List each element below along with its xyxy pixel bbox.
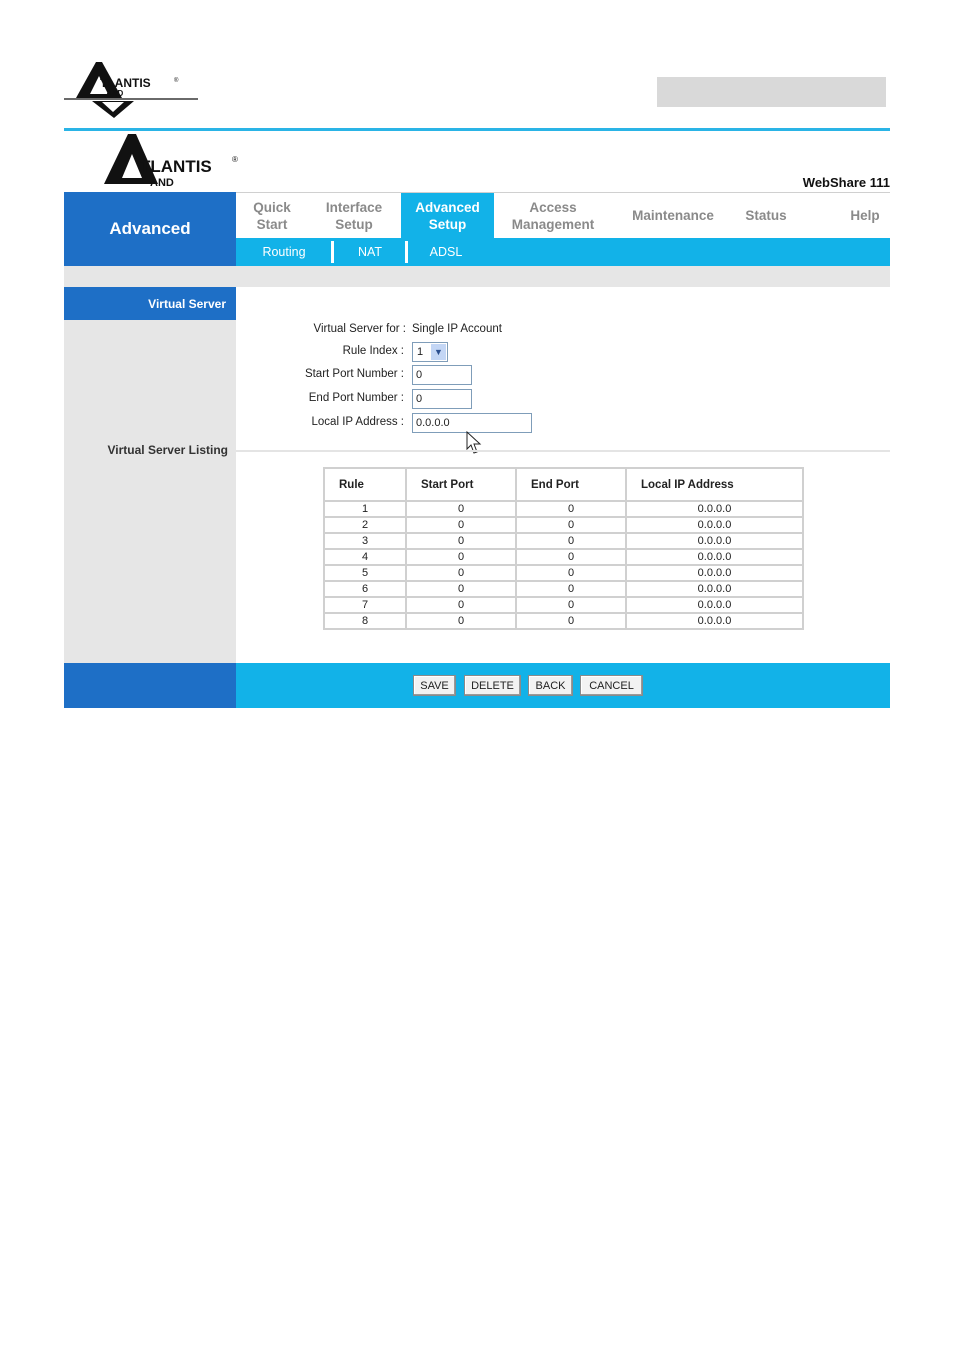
- header-gray-box: [657, 77, 886, 107]
- cell-rule: 2: [324, 517, 406, 533]
- content-divider: [236, 450, 890, 452]
- svg-text:®: ®: [174, 78, 179, 84]
- start-port-label: Start Port Number :: [304, 368, 404, 380]
- subnav-routing[interactable]: Routing: [262, 245, 306, 259]
- table-row: [324, 517, 803, 533]
- cell-start-port: 0: [406, 613, 516, 629]
- table-row: [324, 533, 803, 549]
- virtual-server-for-value: Single IP Account: [412, 323, 502, 335]
- chevron-down-icon[interactable]: ▼: [431, 344, 446, 360]
- nav-status[interactable]: Status: [745, 208, 787, 223]
- router-brand-logo: [100, 132, 250, 190]
- virtual-server-for-label: Virtual Server for :: [313, 323, 406, 335]
- cell-rule: 7: [324, 597, 406, 613]
- cell-end-port: 0: [516, 581, 626, 597]
- rule-index-value: 1: [417, 346, 424, 358]
- cell-local-ip: 0.0.0.0: [626, 533, 803, 549]
- delete-button[interactable]: DELETE: [464, 675, 521, 696]
- cell-end-port: 0: [516, 533, 626, 549]
- back-button[interactable]: BACK: [528, 675, 573, 696]
- table-row: [324, 501, 803, 517]
- svg-text:TLANTIS: TLANTIS: [100, 76, 151, 90]
- table-row: [324, 597, 803, 613]
- nav-maintenance[interactable]: Maintenance: [632, 208, 714, 223]
- subnav-nat[interactable]: NAT: [357, 245, 383, 259]
- cell-local-ip: 0.0.0.0: [626, 597, 803, 613]
- table-header-row: [324, 468, 803, 501]
- sidebar-tab-virtual-server[interactable]: Virtual Server: [64, 287, 236, 320]
- nav-quick-start[interactable]: Quick Start: [253, 199, 291, 232]
- cell-end-port: 0: [516, 565, 626, 581]
- save-button[interactable]: SAVE: [413, 675, 456, 696]
- svg-text:®: ®: [232, 155, 238, 164]
- cell-local-ip: 0.0.0.0: [626, 581, 803, 597]
- virtual-server-table: [323, 467, 804, 630]
- table-row: [324, 549, 803, 565]
- subnav-adsl[interactable]: ADSL: [429, 245, 463, 259]
- nav-interface-setup[interactable]: Interface Setup: [325, 199, 383, 232]
- cell-local-ip: 0.0.0.0: [626, 501, 803, 517]
- col-end-port-header: End Port: [516, 468, 626, 501]
- cell-end-port: 0: [516, 597, 626, 613]
- cell-start-port: 0: [406, 533, 516, 549]
- gray-strip: [64, 266, 890, 287]
- cell-rule: 6: [324, 581, 406, 597]
- cell-start-port: 0: [406, 501, 516, 517]
- rule-index-select[interactable]: [412, 342, 448, 362]
- cell-rule: 5: [324, 565, 406, 581]
- cell-rule: 1: [324, 501, 406, 517]
- section-title: Advanced: [64, 192, 236, 266]
- svg-text:TLANTIS: TLANTIS: [140, 157, 212, 176]
- cell-local-ip: 0.0.0.0: [626, 517, 803, 533]
- cell-rule: 4: [324, 549, 406, 565]
- cell-rule: 8: [324, 613, 406, 629]
- cell-end-port: 0: [516, 517, 626, 533]
- svg-text:AND: AND: [106, 89, 124, 98]
- local-ip-input[interactable]: [412, 413, 532, 433]
- rule-index-label: Rule Index :: [342, 345, 404, 357]
- cell-start-port: 0: [406, 549, 516, 565]
- cell-local-ip: 0.0.0.0: [626, 549, 803, 565]
- table-row: [324, 565, 803, 581]
- start-port-input[interactable]: [412, 365, 472, 385]
- local-ip-label: Local IP Address :: [311, 416, 404, 428]
- cell-local-ip: 0.0.0.0: [626, 565, 803, 581]
- subnav-separator: [331, 241, 334, 263]
- header-divider: [64, 128, 890, 131]
- sub-navigation-bar: [236, 238, 890, 266]
- table-row: [324, 613, 803, 629]
- col-local-ip-header: Local IP Address: [626, 468, 803, 501]
- cell-rule: 3: [324, 533, 406, 549]
- cell-end-port: 0: [516, 501, 626, 517]
- cell-end-port: 0: [516, 613, 626, 629]
- col-start-port-header: Start Port: [406, 468, 516, 501]
- table-row: [324, 581, 803, 597]
- end-port-label: End Port Number :: [308, 392, 404, 404]
- cell-start-port: 0: [406, 597, 516, 613]
- cell-end-port: 0: [516, 549, 626, 565]
- subnav-separator: [405, 241, 408, 263]
- atlantis-land-logo: [62, 58, 202, 120]
- footer-left-bar: [64, 663, 236, 708]
- nav-advanced-setup[interactable]: Advanced Setup: [401, 193, 494, 238]
- svg-text:AND: AND: [150, 177, 174, 189]
- col-rule-header: Rule: [324, 468, 406, 501]
- virtual-server-listing-label: Virtual Server Listing: [107, 443, 228, 457]
- cancel-button[interactable]: CANCEL: [580, 675, 643, 696]
- cell-start-port: 0: [406, 581, 516, 597]
- cell-local-ip: 0.0.0.0: [626, 613, 803, 629]
- left-sidebar: [64, 287, 236, 663]
- cell-start-port: 0: [406, 565, 516, 581]
- nav-access-management[interactable]: Access Management: [511, 199, 595, 232]
- model-name: WebShare 111: [802, 175, 890, 190]
- nav-help[interactable]: Help: [850, 208, 880, 223]
- end-port-input[interactable]: [412, 389, 472, 409]
- cell-start-port: 0: [406, 517, 516, 533]
